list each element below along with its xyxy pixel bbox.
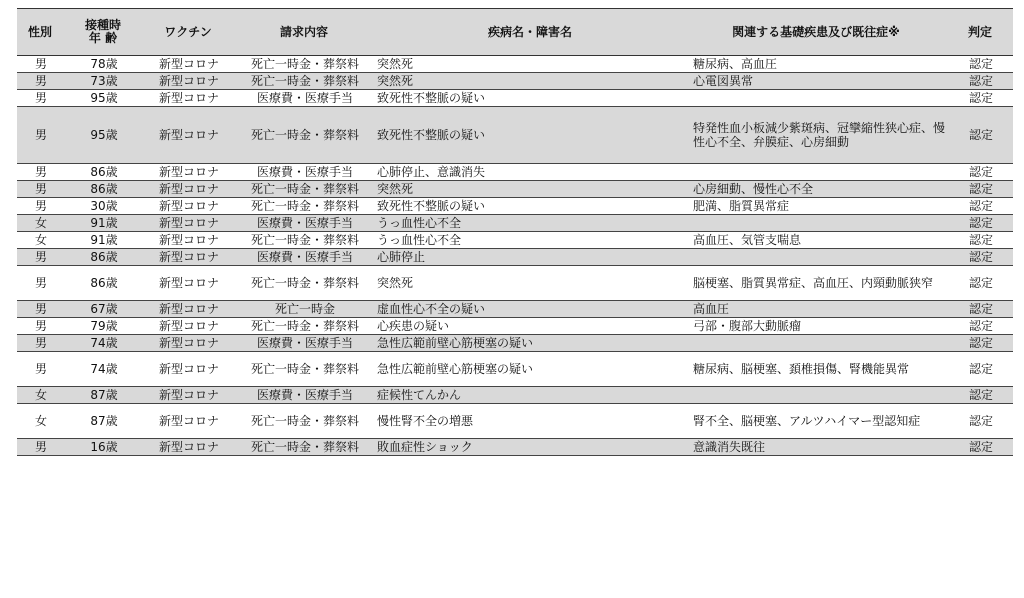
cell-related: 心電図異常 <box>685 73 947 90</box>
cell-judgment: 認定 <box>947 198 1013 215</box>
cell-sex: 男 <box>17 90 63 107</box>
cell-sex: 女 <box>17 387 63 404</box>
cell-related: 糖尿病、脳梗塞、頚椎損傷、腎機能異常 <box>685 352 947 387</box>
cell-disease: 致死性不整脈の疑い <box>375 107 685 164</box>
cell-claim: 死亡一時金・葬祭料 <box>233 439 375 456</box>
cell-age: 86歳 <box>63 249 143 266</box>
cell-judgment: 認定 <box>947 232 1013 249</box>
cell-claim: 死亡一時金・葬祭料 <box>233 107 375 164</box>
table-row <box>17 439 1013 456</box>
cell-vaccine: 新型コロナ <box>143 249 233 266</box>
header-age-line2: 年 齢 <box>88 31 118 45</box>
cell-sex: 男 <box>17 335 63 352</box>
cell-judgment: 認定 <box>947 404 1013 439</box>
cell-claim: 医療費・医療手当 <box>233 249 375 266</box>
table-row <box>17 249 1013 266</box>
relief-decision-table <box>17 8 1013 456</box>
cell-age: 73歳 <box>63 73 143 90</box>
cell-age: 74歳 <box>63 352 143 387</box>
cell-vaccine: 新型コロナ <box>143 266 233 301</box>
cell-related: 糖尿病、高血圧 <box>685 56 947 73</box>
cell-vaccine: 新型コロナ <box>143 56 233 73</box>
cell-vaccine: 新型コロナ <box>143 335 233 352</box>
cell-related <box>685 249 947 266</box>
cell-judgment: 認定 <box>947 301 1013 318</box>
cell-vaccine: 新型コロナ <box>143 215 233 232</box>
cell-disease: 慢性腎不全の増悪 <box>375 404 685 439</box>
table-row <box>17 215 1013 232</box>
cell-claim: 死亡一時金・葬祭料 <box>233 198 375 215</box>
cell-disease: うっ血性心不全 <box>375 215 685 232</box>
cell-age: 78歳 <box>63 56 143 73</box>
cell-claim: 医療費・医療手当 <box>233 387 375 404</box>
table-row <box>17 73 1013 90</box>
cell-sex: 男 <box>17 301 63 318</box>
cell-age: 87歳 <box>63 387 143 404</box>
cell-claim: 医療費・医療手当 <box>233 90 375 107</box>
cell-vaccine: 新型コロナ <box>143 232 233 249</box>
table-row <box>17 301 1013 318</box>
cell-related <box>685 387 947 404</box>
table-header-row <box>17 9 1013 56</box>
cell-disease: 致死性不整脈の疑い <box>375 90 685 107</box>
table-row <box>17 404 1013 439</box>
cell-vaccine: 新型コロナ <box>143 107 233 164</box>
table-row <box>17 181 1013 198</box>
cell-age: 86歳 <box>63 266 143 301</box>
table-row <box>17 352 1013 387</box>
cell-claim: 死亡一時金・葬祭料 <box>233 73 375 90</box>
cell-age: 87歳 <box>63 404 143 439</box>
cell-sex: 女 <box>17 232 63 249</box>
header-age-line1: 接種時 <box>84 18 121 32</box>
cell-judgment: 認定 <box>947 107 1013 164</box>
cell-judgment: 認定 <box>947 181 1013 198</box>
cell-vaccine: 新型コロナ <box>143 387 233 404</box>
cell-judgment: 認定 <box>947 73 1013 90</box>
cell-related: 特発性血小板減少紫斑病、冠攣縮性狭心症、慢性心不全、弁膜症、心房細動 <box>685 107 947 164</box>
cell-sex: 男 <box>17 439 63 456</box>
cell-related: 弓部・腹部大動脈瘤 <box>685 318 947 335</box>
cell-sex: 男 <box>17 198 63 215</box>
cell-related: 脳梗塞、脂質異常症、高血圧、内頸動脈狭窄 <box>685 266 947 301</box>
cell-sex: 男 <box>17 249 63 266</box>
cell-disease: うっ血性心不全 <box>375 232 685 249</box>
cell-claim: 医療費・医療手当 <box>233 164 375 181</box>
cell-disease: 突然死 <box>375 181 685 198</box>
cell-vaccine: 新型コロナ <box>143 318 233 335</box>
cell-age: 95歳 <box>63 90 143 107</box>
table-row <box>17 232 1013 249</box>
cell-disease: 急性広範前壁心筋梗塞の疑い <box>375 335 685 352</box>
cell-age: 86歳 <box>63 181 143 198</box>
table-row <box>17 387 1013 404</box>
cell-age: 91歳 <box>63 232 143 249</box>
cell-related <box>685 335 947 352</box>
cell-sex: 男 <box>17 352 63 387</box>
cell-judgment: 認定 <box>947 249 1013 266</box>
cell-claim: 死亡一時金・葬祭料 <box>233 404 375 439</box>
cell-sex: 男 <box>17 56 63 73</box>
cell-judgment: 認定 <box>947 439 1013 456</box>
cell-vaccine: 新型コロナ <box>143 352 233 387</box>
cell-related: 高血圧 <box>685 301 947 318</box>
cell-related: 心房細動、慢性心不全 <box>685 181 947 198</box>
cell-vaccine: 新型コロナ <box>143 404 233 439</box>
table-row <box>17 56 1013 73</box>
cell-disease: 症候性てんかん <box>375 387 685 404</box>
cell-sex: 男 <box>17 318 63 335</box>
table-row <box>17 90 1013 107</box>
cell-age: 74歳 <box>63 335 143 352</box>
cell-claim: 死亡一時金・葬祭料 <box>233 352 375 387</box>
cell-disease: 心肺停止 <box>375 249 685 266</box>
cell-related: 腎不全、脳梗塞、アルツハイマー型認知症 <box>685 404 947 439</box>
header-sex: 性別 <box>17 9 63 56</box>
cell-age: 67歳 <box>63 301 143 318</box>
table-row <box>17 164 1013 181</box>
cell-related: 意識消失既往 <box>685 439 947 456</box>
cell-claim: 死亡一時金 <box>233 301 375 318</box>
cell-age: 79歳 <box>63 318 143 335</box>
cell-judgment: 認定 <box>947 335 1013 352</box>
table-row <box>17 335 1013 352</box>
table-row <box>17 318 1013 335</box>
cell-age: 91歳 <box>63 215 143 232</box>
cell-judgment: 認定 <box>947 90 1013 107</box>
table-row <box>17 107 1013 164</box>
cell-disease: 致死性不整脈の疑い <box>375 198 685 215</box>
cell-claim: 医療費・医療手当 <box>233 215 375 232</box>
cell-disease: 虚血性心不全の疑い <box>375 301 685 318</box>
cell-claim: 死亡一時金・葬祭料 <box>233 318 375 335</box>
cell-claim: 医療費・医療手当 <box>233 335 375 352</box>
cell-sex: 女 <box>17 404 63 439</box>
cell-judgment: 認定 <box>947 56 1013 73</box>
cell-vaccine: 新型コロナ <box>143 198 233 215</box>
cell-related: 肥満、脂質異常症 <box>685 198 947 215</box>
cell-vaccine: 新型コロナ <box>143 181 233 198</box>
cell-sex: 男 <box>17 107 63 164</box>
header-age <box>63 9 143 56</box>
header-vaccine: ワクチン <box>143 9 233 56</box>
cell-related <box>685 215 947 232</box>
cell-claim: 死亡一時金・葬祭料 <box>233 56 375 73</box>
cell-disease: 敗血症性ショック <box>375 439 685 456</box>
cell-vaccine: 新型コロナ <box>143 301 233 318</box>
cell-judgment: 認定 <box>947 266 1013 301</box>
cell-vaccine: 新型コロナ <box>143 439 233 456</box>
header-related: 関連する基礎疾患及び既往症※ <box>685 9 947 56</box>
table-row <box>17 198 1013 215</box>
cell-vaccine: 新型コロナ <box>143 164 233 181</box>
header-claim: 請求内容 <box>233 9 375 56</box>
table-row <box>17 266 1013 301</box>
cell-age: 86歳 <box>63 164 143 181</box>
cell-vaccine: 新型コロナ <box>143 73 233 90</box>
cell-judgment: 認定 <box>947 318 1013 335</box>
cell-age: 30歳 <box>63 198 143 215</box>
cell-sex: 女 <box>17 215 63 232</box>
cell-disease: 突然死 <box>375 266 685 301</box>
cell-age: 16歳 <box>63 439 143 456</box>
table-body <box>17 56 1013 456</box>
cell-judgment: 認定 <box>947 215 1013 232</box>
cell-related: 高血圧、気管支喘息 <box>685 232 947 249</box>
cell-related <box>685 90 947 107</box>
cell-judgment: 認定 <box>947 352 1013 387</box>
cell-sex: 男 <box>17 164 63 181</box>
cell-disease: 突然死 <box>375 73 685 90</box>
cell-vaccine: 新型コロナ <box>143 90 233 107</box>
cell-disease: 急性広範前壁心筋梗塞の疑い <box>375 352 685 387</box>
cell-disease: 心疾患の疑い <box>375 318 685 335</box>
cell-related <box>685 164 947 181</box>
cell-claim: 死亡一時金・葬祭料 <box>233 266 375 301</box>
header-judgment: 判定 <box>947 9 1013 56</box>
cell-judgment: 認定 <box>947 164 1013 181</box>
cell-claim: 死亡一時金・葬祭料 <box>233 181 375 198</box>
cell-claim: 死亡一時金・葬祭料 <box>233 232 375 249</box>
cell-judgment: 認定 <box>947 387 1013 404</box>
cell-age: 95歳 <box>63 107 143 164</box>
cell-disease: 心肺停止、意識消失 <box>375 164 685 181</box>
cell-sex: 男 <box>17 266 63 301</box>
header-disease: 疾病名・障害名 <box>375 9 685 56</box>
cell-sex: 男 <box>17 181 63 198</box>
cell-disease: 突然死 <box>375 56 685 73</box>
relief-decision-table-container <box>17 8 1013 456</box>
cell-sex: 男 <box>17 73 63 90</box>
